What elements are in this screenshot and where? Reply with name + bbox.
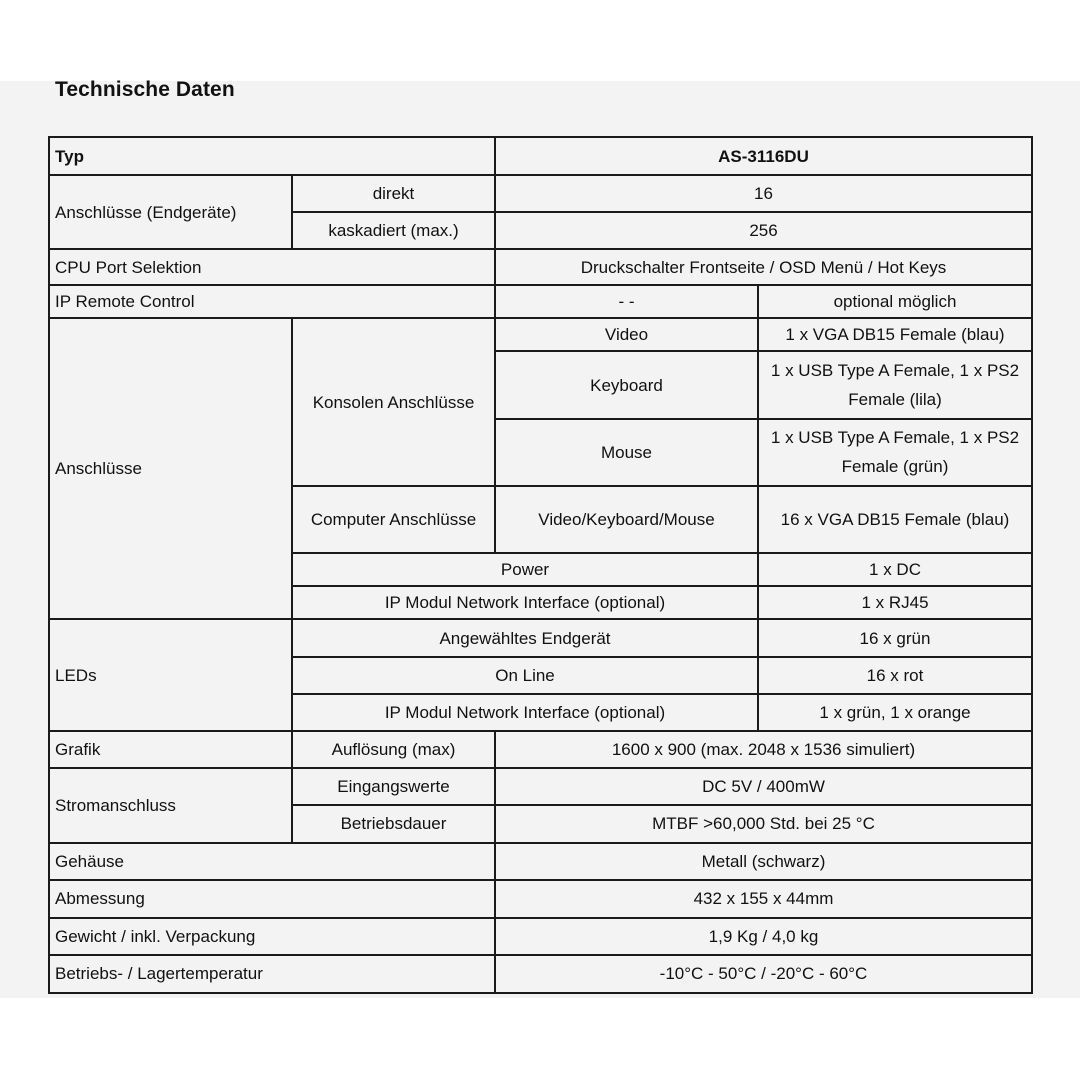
cell-direkt-value: 16 [495,175,1032,212]
cell-keyboard-value: 1 x USB Type A Female, 1 x PS2 Female (lila) [758,351,1032,418]
page-title: Technische Daten [55,78,235,101]
cell-leds-label: LEDs [49,619,292,731]
cell-temperatur-value: -10°C - 50°C / -20°C - 60°C [495,955,1032,993]
cell-power-label: Power [292,553,758,586]
table-row [49,619,1032,657]
cell-gewicht-label: Gewicht / inkl. Verpackung [49,918,495,955]
table-row [49,285,1032,318]
cell-ip-remote-value1: - - [495,285,758,318]
cell-power-value: 1 x DC [758,553,1032,586]
cell-betrieb-label: Betriebsdauer [292,805,495,842]
cell-vkm-label: Video/Keyboard/Mouse [495,486,758,553]
cell-ipmodul-label: IP Modul Network Interface (optional) [292,586,758,619]
cell-eingang-value: DC 5V / 400mW [495,768,1032,805]
cell-betrieb-value: MTBF >60,000 Std. bei 25 °C [495,805,1032,842]
table-row [49,318,1032,351]
cell-aufloesung-label: Auflösung (max) [292,731,495,768]
cell-cpu-port-label: CPU Port Selektion [49,249,495,285]
cell-konsolen-label: Konsolen Anschlüsse [292,318,495,485]
table-row [49,843,1032,880]
cell-vkm-value: 16 x VGA DB15 Female (blau) [758,486,1032,553]
cell-mouse-value: 1 x USB Type A Female, 1 x PS2 Female (grün) [758,419,1032,486]
spec-table [48,136,1033,994]
cell-online-value: 16 x rot [758,657,1032,694]
cell-ip-remote-label: IP Remote Control [49,285,495,318]
cell-keyboard-label: Keyboard [495,351,758,418]
cell-video-label: Video [495,318,758,351]
table-row [49,249,1032,285]
cell-strom-label: Stromanschluss [49,768,292,842]
cell-gewicht-value: 1,9 Kg / 4,0 kg [495,918,1032,955]
table-row [49,768,1032,805]
table-row [49,955,1032,993]
cell-cpu-port-value: Druckschalter Frontseite / OSD Menü / Hot Keys [495,249,1032,285]
cell-temperatur-label: Betriebs- / Lagertemperatur [49,955,495,993]
cell-computer-label: Computer Anschlüsse [292,486,495,553]
cell-abmessung-value: 432 x 155 x 44mm [495,880,1032,918]
cell-anschluesse-endgeraete-label: Anschlüsse (Endgeräte) [49,175,292,249]
cell-ip-remote-value2: optional möglich [758,285,1032,318]
cell-typ-label: Typ [49,137,495,175]
cell-leds-ipmodul-value: 1 x grün, 1 x orange [758,694,1032,731]
cell-abmessung-label: Abmessung [49,880,495,918]
cell-typ-value: AS-3116DU [495,137,1032,175]
cell-ipmodul-value: 1 x RJ45 [758,586,1032,619]
cell-angewaehlt-label: Angewähltes Endgerät [292,619,758,657]
cell-eingang-label: Eingangswerte [292,768,495,805]
table-row [49,880,1032,918]
cell-grafik-value: 1600 x 900 (max. 2048 x 1536 simuliert) [495,731,1032,768]
cell-video-value: 1 x VGA DB15 Female (blau) [758,318,1032,351]
cell-gehaeuse-value: Metall (schwarz) [495,843,1032,880]
table-row [49,918,1032,955]
cell-direkt-label: direkt [292,175,495,212]
cell-leds-ipmodul-label: IP Modul Network Interface (optional) [292,694,758,731]
table-row [49,175,1032,212]
cell-online-label: On Line [292,657,758,694]
cell-angewaehlt-value: 16 x grün [758,619,1032,657]
cell-mouse-label: Mouse [495,419,758,486]
cell-kaskadiert-label: kaskadiert (max.) [292,212,495,249]
cell-anschluesse-label: Anschlüsse [49,318,292,619]
cell-grafik-label: Grafik [49,731,292,768]
table-row [49,731,1032,768]
cell-gehaeuse-label: Gehäuse [49,843,495,880]
table-row [49,137,1032,175]
cell-kaskadiert-value: 256 [495,212,1032,249]
